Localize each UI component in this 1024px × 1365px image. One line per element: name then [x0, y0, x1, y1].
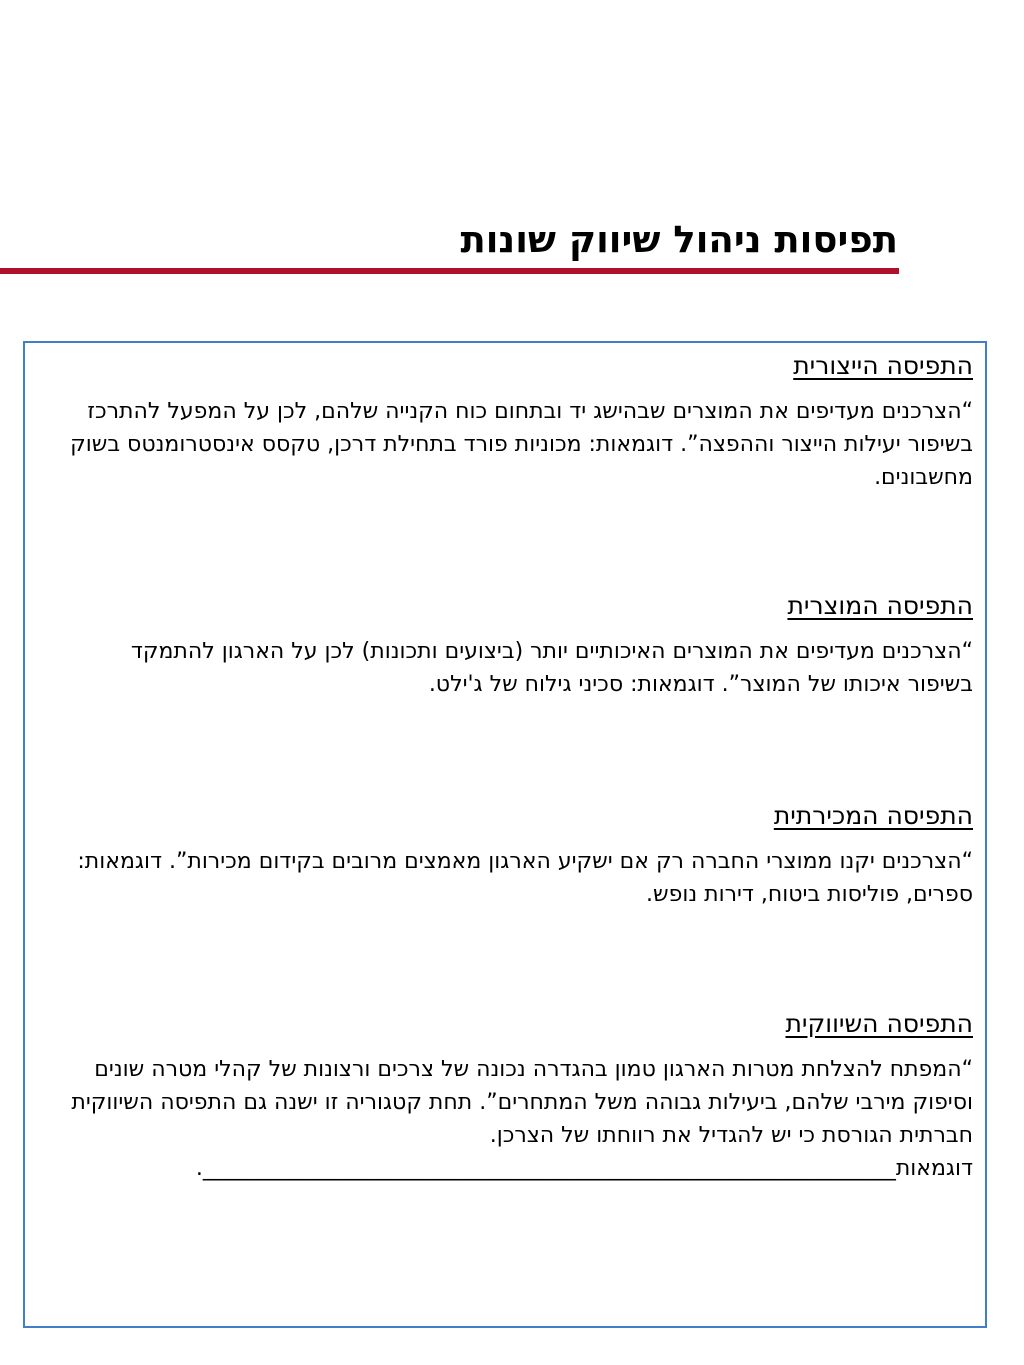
section-selling-concept [61, 799, 973, 911]
section-heading: התפיסה המוצרית [787, 591, 973, 620]
section-production-concept [61, 349, 973, 494]
title-divider [0, 268, 899, 274]
slide-title: תפיסות ניהול שיווק שונות [460, 218, 898, 261]
section-body: “הצרכנים מעדיפים את המוצרים שבהישג יד ובתחום כוח הקנייה שלהם, לכן על המפעל להתרכז בשיפור יעילות הייצור וההפצה”. דוגמאות: מכוניות פורד בתחילת דרכן, טקסס אינסטרומנטס בשוק מחשבונים. [70, 398, 973, 490]
section-marketing-concept [61, 1007, 973, 1185]
content-box [23, 341, 987, 1328]
section-body: “הצרכנים יקנו ממוצרי החברה רק אם ישקיע הארגון מאמצים מרובים בקידום מכירות”. דוגמאות: ספרים, פוליסות ביטוח, דירות נופש. [77, 848, 973, 907]
section-heading: התפיסה המכירתית [773, 801, 973, 830]
section-heading: התפיסה השיווקית [785, 1009, 973, 1038]
section-body: “המפתח להצלחת מטרות הארגון טמון בהגדרה נכונה של צרכים ורצונות של קהלי מטרה שונים וסיפוק מירבי שלהם, ביעילות גבוהה משל המתחרים”. תחת קטגוריה זו ישנה גם התפיסה השיווקית חברתית הגורסת כי יש להגדיל את רווחתו של הצרכן. דוגמאות_______________________________________________________________. [71, 1056, 973, 1181]
section-product-concept [61, 589, 973, 701]
section-body: “הצרכנים מעדיפים את המוצרים האיכותיים יותר (ביצועים ותכונות) לכן על הארגון להתמקד בשיפור איכותו של המוצר”. דוגמאות: סכיני גילוח של ג'ילט. [130, 638, 973, 697]
section-heading: התפיסה הייצורית [793, 351, 973, 380]
